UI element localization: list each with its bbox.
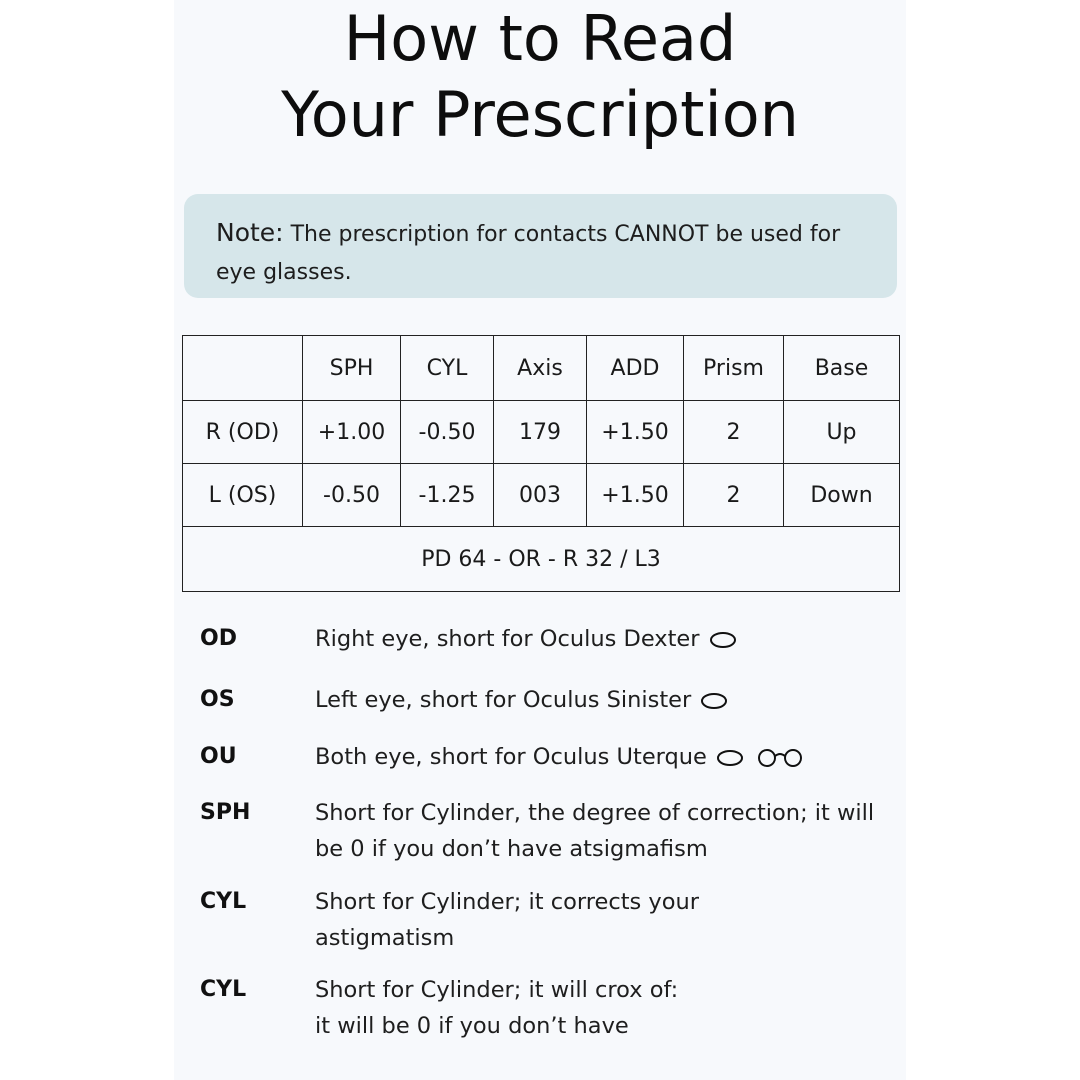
glossary-definition	[315, 682, 875, 718]
note-lead: Note:	[216, 218, 284, 247]
glossary-term: SPH	[200, 800, 251, 825]
both-lenses-icon	[753, 749, 807, 767]
pd-row	[183, 527, 900, 592]
table-cell: 179	[494, 401, 587, 464]
header-cell: CYL	[401, 336, 494, 401]
header-cell: SPH	[303, 336, 401, 401]
table-cell: +1.00	[303, 401, 401, 464]
glossary-definition: Short for Cylinder; it will crox of: it will be 0 if you don’t have	[315, 977, 679, 1039]
glossary-definition	[315, 739, 875, 775]
glossary-definition-text: Both eye, short for Oculus Uterque	[315, 744, 707, 770]
single-lens-icon	[708, 631, 738, 649]
header-cell: Axis	[494, 336, 587, 401]
header-cell: ADD	[587, 336, 684, 401]
glossary-definition	[315, 621, 875, 657]
glossary-definition-text: Left eye, short for Oculus Sinister	[315, 687, 692, 713]
glossary-term: CYL	[200, 889, 247, 914]
table-cell: 2	[684, 464, 784, 527]
table-row	[183, 464, 900, 527]
row-label: L (OS)	[183, 464, 303, 527]
single-lens-icon	[699, 692, 729, 710]
table-row	[183, 401, 900, 464]
glossary-definition: Short for Cylinder; it corrects your astigmatism	[315, 889, 699, 951]
single-lens-icon	[715, 749, 745, 767]
header-cell	[183, 336, 303, 401]
prescription-table	[182, 335, 900, 592]
note-text: The prescription for contacts CANNOT be used for eye glasses.	[216, 222, 841, 285]
table-cell: 2	[684, 401, 784, 464]
pd-value: PD 64 - OR - R 32 / L3	[183, 527, 900, 592]
glossary-term: OU	[200, 744, 237, 769]
note-box	[184, 194, 897, 298]
table-cell: Down	[784, 464, 900, 527]
page-title-line2: Your Prescription	[281, 78, 799, 151]
page-title-line1: How to Read	[343, 2, 737, 75]
glossary-definition-text: Right eye, short for Oculus Dexter	[315, 626, 700, 652]
table-header-row	[183, 336, 900, 401]
table-cell: +1.50	[587, 401, 684, 464]
glossary-definition: Short for Cylinder, the degree of correction; it will be 0 if you don’t have atsigmafism	[315, 800, 875, 862]
table-cell: +1.50	[587, 464, 684, 527]
row-label: R (OD)	[183, 401, 303, 464]
header-cell: Base	[784, 336, 900, 401]
header-cell: Prism	[684, 336, 784, 401]
glossary-term: CYL	[200, 977, 247, 1002]
glossary-term: OD	[200, 626, 237, 651]
glossary-term: OS	[200, 687, 235, 712]
table-cell: -0.50	[303, 464, 401, 527]
table-cell: -1.25	[401, 464, 494, 527]
table-cell: -0.50	[401, 401, 494, 464]
table-cell: Up	[784, 401, 900, 464]
table-cell: 003	[494, 464, 587, 527]
